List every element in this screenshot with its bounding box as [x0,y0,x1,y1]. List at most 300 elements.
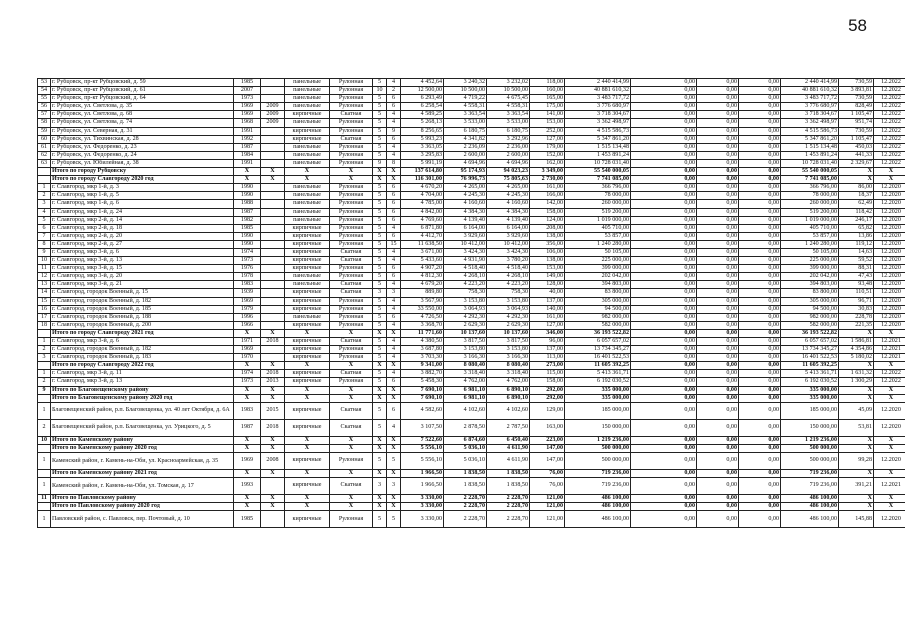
row-number-cell: 60 [38,135,51,143]
residents-cell: 147,00 [530,452,565,469]
table-total-row [38,495,905,503]
regional-funds-cell: 0,00 [697,313,739,321]
living-area-cell: 2 878,50 [444,419,487,436]
unit-cost-cell: 65,82 [839,224,874,232]
table-row [38,346,905,354]
residents-cell: 153,00 [530,119,565,127]
residents-cell: 76,00 [530,478,565,495]
living-area-cell: 4 694,96 [444,159,487,167]
owners-funds-cell: 2 440 414,99 [781,79,839,87]
regional-funds-cell: 0,00 [697,103,739,111]
year-built-cell: X [234,329,261,337]
owners-funds-cell: 6 192 030,52 [781,378,839,386]
row-number-cell: 11 [38,495,51,503]
completion-date-cell: 12.2020 [874,216,905,224]
residents-cell: 142,00 [530,200,565,208]
table-body [38,79,905,528]
owned-area-cell: 2 787,50 [487,419,530,436]
year-built-cell: 1985 [234,224,261,232]
roof-type-cell: X [330,329,373,337]
unit-cost-cell: 119,12 [839,240,874,248]
local-funds-cell: 0,00 [739,192,781,200]
completion-date-cell: X [874,495,905,503]
owners-funds-cell: 260 000,00 [781,200,839,208]
address-cell: Итого по Каменскому району [51,436,234,444]
year-renovated-cell [261,143,285,151]
regional-funds-cell: 0,00 [697,248,739,256]
row-number-cell [38,444,51,452]
total-cost-cell: 1 453 891,24 [565,151,631,159]
completion-date-cell: 12.2022 [874,119,905,127]
total-area-cell: 33 550,00 [401,305,444,313]
wall-material-cell: X [285,444,330,452]
row-number-cell: 62 [38,151,51,159]
total-area-cell: 11 638,50 [401,240,444,248]
local-funds-cell: 0,00 [739,257,781,265]
total-area-cell: 7 522,60 [401,436,444,444]
floors-cell: 5 [373,419,387,436]
year-built-cell: 1983 [234,281,261,289]
completion-date-cell: 12.2020 [874,419,905,436]
federal-funds-cell: 0,00 [631,79,697,87]
total-area-cell: 3 703,30 [401,354,444,362]
total-area-cell: 12 500,00 [401,87,444,95]
federal-funds-cell: 0,00 [631,436,697,444]
total-area-cell: 4 452,64 [401,79,444,87]
entrances-cell: 6 [387,313,401,321]
row-number-cell: 6 [38,224,51,232]
living-area-cell: 95 174,93 [444,168,487,176]
owned-area-cell: 10 412,00 [487,240,530,248]
total-cost-cell: 2 440 414,99 [565,79,631,87]
year-renovated-cell [261,135,285,143]
roof-type-cell: Рулонная [330,297,373,305]
owners-funds-cell: 1 240 280,00 [781,240,839,248]
wall-material-cell: X [285,329,330,337]
federal-funds-cell: 0,00 [631,511,697,528]
table-row [38,452,905,469]
federal-funds-cell: 0,00 [631,452,697,469]
year-built-cell: X [234,495,261,503]
entrances-cell: 6 [387,378,401,386]
floors-cell: X [373,362,387,370]
year-built-cell: 1969 [234,111,261,119]
unit-cost-cell: 14,63 [839,248,874,256]
row-number-cell: 2 [38,378,51,386]
year-renovated-cell [261,281,285,289]
owners-funds-cell: 5 413 361,71 [781,370,839,378]
regional-funds-cell: 0,00 [697,495,739,503]
regional-funds-cell: 0,00 [697,224,739,232]
owners-funds-cell: 11 605 392,25 [781,362,839,370]
total-area-cell: 3 671,00 [401,248,444,256]
floors-cell: 5 [373,281,387,289]
entrances-cell: X [387,495,401,503]
entrances-cell: 4 [387,338,401,346]
wall-material-cell: X [285,436,330,444]
entrances-cell: 4 [387,257,401,265]
completion-date-cell: 12.2022 [874,151,905,159]
residents-cell: 113,00 [530,354,565,362]
federal-funds-cell: 0,00 [631,184,697,192]
table-row [38,192,905,200]
living-area-cell: 3 533,00 [444,119,487,127]
owned-area-cell: 4 675,45 [487,95,530,103]
regional-funds-cell: 0,00 [697,127,739,135]
unit-cost-cell: 86,00 [839,184,874,192]
entrances-cell: 6 [387,192,401,200]
residents-cell: 153,00 [530,265,565,273]
residents-cell: 252,00 [530,127,565,135]
total-area-cell: 3 330,00 [401,495,444,503]
wall-material-cell: X [285,503,330,511]
owners-funds-cell: 719 236,00 [781,478,839,495]
roof-type-cell: Рулонная [330,159,373,167]
year-renovated-cell: X [261,386,285,394]
residents-cell: 161,00 [530,313,565,321]
floors-cell: 5 [373,151,387,159]
row-number-cell: 1 [38,511,51,528]
address-cell: г. Славгород, мкр 3-й, д. 11 [51,370,234,378]
regional-funds-cell: 0,00 [697,135,739,143]
unit-cost-cell: 1 105,47 [839,135,874,143]
year-built-cell: 2007 [234,87,261,95]
living-area-cell: 4 931,90 [444,257,487,265]
completion-date-cell: 12.2020 [874,224,905,232]
regional-funds-cell: 0,00 [697,297,739,305]
federal-funds-cell: 0,00 [631,248,697,256]
year-renovated-cell: 2009 [261,103,285,111]
floors-cell: 5 [373,143,387,151]
year-renovated-cell [261,87,285,95]
row-number-cell: 57 [38,111,51,119]
floors-cell: 5 [373,127,387,135]
floors-cell: X [373,503,387,511]
address-cell: г. Славгород, мкр 2-й, д. 20 [51,232,234,240]
year-renovated-cell [261,200,285,208]
year-built-cell: X [234,362,261,370]
floors-cell: 5 [373,216,387,224]
address-cell: г. Рубцовск, пр-кт Рубцовский, д. 64 [51,95,234,103]
regional-funds-cell: 0,00 [697,289,739,297]
table-row [38,478,905,495]
roof-type-cell: X [330,503,373,511]
entrances-cell: 8 [387,159,401,167]
year-renovated-cell: X [261,362,285,370]
roof-type-cell: Рулонная [330,95,373,103]
wall-material-cell: панельные [285,184,330,192]
roof-type-cell: X [330,469,373,477]
address-cell: г. Славгород, мкр 2-й, д. 27 [51,240,234,248]
total-area-cell: 3 107,50 [401,419,444,436]
wall-material-cell: кирпичные [285,257,330,265]
regional-funds-cell: 0,00 [697,354,739,362]
table-row [38,419,905,436]
roof-type-cell: Рулонная [330,192,373,200]
unit-cost-cell: 88,31 [839,265,874,273]
year-built-cell: 1966 [234,321,261,329]
table-row [38,240,905,248]
year-renovated-cell [261,79,285,87]
living-area-cell: 4 245,30 [444,192,487,200]
living-area-cell: 4 558,31 [444,103,487,111]
wall-material-cell: панельные [285,216,330,224]
completion-date-cell: X [874,362,905,370]
unit-cost-cell: 1 586,81 [839,338,874,346]
completion-date-cell: 12.2021 [874,354,905,362]
living-area-cell: 3 318,40 [444,370,487,378]
living-area-cell: 4 139,40 [444,216,487,224]
address-cell: г. Рубцовск, ул. Юбилейная, д. 38 [51,159,234,167]
wall-material-cell: кирпичные [285,135,330,143]
total-area-cell: 4 679,20 [401,281,444,289]
year-built-cell: 1990 [234,184,261,192]
total-area-cell: 4 812,30 [401,273,444,281]
year-built-cell: 1968 [234,119,261,127]
table-row [38,354,905,362]
year-renovated-cell [261,313,285,321]
completion-date-cell: 12.2022 [874,79,905,87]
completion-date-cell: 12.2022 [874,135,905,143]
wall-material-cell: X [285,495,330,503]
owners-funds-cell: 185 000,00 [781,402,839,419]
address-cell: Павловский район, с. Павловск, пер. Почтовый, д. 10 [51,511,234,528]
table-row [38,200,905,208]
local-funds-cell: 0,00 [739,265,781,273]
residents-cell: 292,00 [530,394,565,402]
address-cell: г. Славгород, мкр 3-й, д. 13 [51,257,234,265]
owners-funds-cell: 5 347 861,20 [781,135,839,143]
owners-funds-cell: 519 200,00 [781,208,839,216]
owned-area-cell: 6 890,10 [487,394,530,402]
year-built-cell: 1969 [234,346,261,354]
table-row [38,151,905,159]
address-cell: г. Рубцовск, ул. Северная, д. 31 [51,127,234,135]
owners-funds-cell: 7 741 085,00 [781,176,839,184]
local-funds-cell: 0,00 [739,79,781,87]
total-cost-cell: 6 057 657,02 [565,338,631,346]
residents-cell: 208,00 [530,224,565,232]
owners-funds-cell: 405 710,00 [781,224,839,232]
table-row [38,135,905,143]
table-row [38,402,905,419]
year-built-cell: 1996 [234,313,261,321]
address-cell: Итого по Благовещенскому району [51,386,234,394]
owned-area-cell: 10 500,00 [487,87,530,95]
total-area-cell: 5 556,10 [401,444,444,452]
floors-cell: 5 [373,103,387,111]
federal-funds-cell: 0,00 [631,176,697,184]
total-area-cell: 3 567,90 [401,297,444,305]
total-cost-cell: 3 776 680,97 [565,103,631,111]
year-renovated-cell [261,321,285,329]
local-funds-cell: 0,00 [739,436,781,444]
owned-area-cell: 4 384,30 [487,208,530,216]
completion-date-cell: X [874,386,905,394]
federal-funds-cell: 0,00 [631,402,697,419]
completion-date-cell: 12.2021 [874,478,905,495]
table-row [38,208,905,216]
year-built-cell: X [234,503,261,511]
row-number-cell: 9 [38,248,51,256]
completion-date-cell: 12.2020 [874,511,905,528]
year-renovated-cell [261,346,285,354]
table-total-row [38,444,905,452]
floors-cell: X [373,469,387,477]
address-cell: г. Рубцовск, ул. Федоренко, д. 23 [51,143,234,151]
federal-funds-cell: 0,00 [631,232,697,240]
completion-date-cell: 12.2020 [874,265,905,273]
federal-funds-cell: 0,00 [631,394,697,402]
entrances-cell: 3 [387,289,401,297]
total-area-cell: 8 256,65 [401,127,444,135]
row-number-cell: 55 [38,95,51,103]
total-cost-cell: 53 857,00 [565,232,631,240]
regional-funds-cell: 0,00 [697,95,739,103]
entrances-cell: 6 [387,103,401,111]
living-area-cell: 5 036,10 [444,452,487,469]
row-number-cell: 61 [38,143,51,151]
owned-area-cell: 2 236,00 [487,143,530,151]
year-renovated-cell: X [261,444,285,452]
completion-date-cell: 12.2022 [874,370,905,378]
residents-cell: 3 349,00 [530,168,565,176]
regional-funds-cell: 0,00 [697,305,739,313]
floors-cell: 5 [373,248,387,256]
table-row [38,297,905,305]
wall-material-cell: X [285,362,330,370]
owned-area-cell: 3 424,30 [487,248,530,256]
completion-date-cell: 12.2020 [874,240,905,248]
floors-cell: 5 [373,232,387,240]
local-funds-cell: 0,00 [739,143,781,151]
roof-type-cell: Рулонная [330,200,373,208]
entrances-cell: 4 [387,354,401,362]
floors-cell: 5 [373,338,387,346]
residents-cell: 138,00 [530,257,565,265]
owners-funds-cell: 399 000,00 [781,265,839,273]
entrances-cell: X [387,436,401,444]
completion-date-cell: 12.2022 [874,159,905,167]
living-area-cell: 8 080,40 [444,362,487,370]
floors-cell: 5 [373,208,387,216]
address-cell: г. Славгород, городок Военный, д. 182 [51,297,234,305]
roof-type-cell: Скатная [330,402,373,419]
table-total-row [38,503,905,511]
floors-cell: 9 [373,159,387,167]
regional-funds-cell: 0,00 [697,216,739,224]
roof-type-cell: Рулонная [330,87,373,95]
living-area-cell: 4 265,00 [444,184,487,192]
total-cost-cell: 10 728 031,40 [565,159,631,167]
owners-funds-cell: 1 453 891,24 [781,151,839,159]
year-renovated-cell [261,248,285,256]
federal-funds-cell: 0,00 [631,151,697,159]
completion-date-cell: X [874,436,905,444]
local-funds-cell: 0,00 [739,378,781,386]
table-row [38,338,905,346]
roof-type-cell: Скатная [330,281,373,289]
local-funds-cell: 0,00 [739,273,781,281]
roof-type-cell: Рулонная [330,224,373,232]
table-row [38,119,905,127]
local-funds-cell: 0,00 [739,511,781,528]
federal-funds-cell: 0,00 [631,224,697,232]
year-built-cell: 1973 [234,257,261,265]
completion-date-cell: X [874,503,905,511]
residents-cell: 121,00 [530,503,565,511]
total-area-cell: 4 380,50 [401,338,444,346]
wall-material-cell: кирпичные [285,370,330,378]
living-area-cell: 6 180,75 [444,127,487,135]
table-total-row [38,362,905,370]
table-row [38,143,905,151]
regional-funds-cell: 0,00 [697,394,739,402]
owned-area-cell: 4 160,60 [487,200,530,208]
wall-material-cell: кирпичные [285,452,330,469]
owned-area-cell: 1 838,50 [487,478,530,495]
total-cost-cell: 7 741 085,00 [565,176,631,184]
year-renovated-cell [261,354,285,362]
local-funds-cell: 0,00 [739,95,781,103]
table-row [38,95,905,103]
regional-funds-cell: 0,00 [697,469,739,477]
unit-cost-cell: 62,49 [839,200,874,208]
living-area-cell: 3 363,54 [444,111,487,119]
residents-cell: 127,00 [530,135,565,143]
floors-cell: X [373,394,387,402]
local-funds-cell: 0,00 [739,444,781,452]
wall-material-cell: панельные [285,192,330,200]
row-number-cell: 1 [38,370,51,378]
year-renovated-cell [261,297,285,305]
completion-date-cell: 12.2020 [874,273,905,281]
year-built-cell: 1976 [234,265,261,273]
table-row [38,273,905,281]
row-number-cell [38,176,51,184]
owned-area-cell: 4 223,20 [487,281,530,289]
year-renovated-cell [261,224,285,232]
total-cost-cell: 50 105,00 [565,248,631,256]
owned-area-cell: 3 929,60 [487,232,530,240]
local-funds-cell: 0,00 [739,240,781,248]
year-built-cell: 1987 [234,419,261,436]
row-number-cell: 13 [38,281,51,289]
wall-material-cell: панельные [285,273,330,281]
year-built-cell: X [234,444,261,452]
floors-cell: 5 [373,511,387,528]
total-area-cell: 4 842,00 [401,208,444,216]
total-cost-cell: 6 192 030,52 [565,378,631,386]
owners-funds-cell: 50 105,00 [781,248,839,256]
floors-cell: X [373,329,387,337]
wall-material-cell: кирпичные [285,378,330,386]
year-renovated-cell: 2013 [261,378,285,386]
year-renovated-cell [261,192,285,200]
year-built-cell: 1939 [234,289,261,297]
wall-material-cell: кирпичные [285,248,330,256]
owners-funds-cell: 13 734 345,27 [781,346,839,354]
table-row [38,103,905,111]
entrances-cell: 6 [387,95,401,103]
floors-cell: 5 [373,79,387,87]
year-built-cell: 1974 [234,370,261,378]
table-row [38,111,905,119]
owners-funds-cell: 982 000,00 [781,313,839,321]
row-number-cell: 9 [38,386,51,394]
total-cost-cell: 3 718 304,67 [565,111,631,119]
table-total-row [38,436,905,444]
